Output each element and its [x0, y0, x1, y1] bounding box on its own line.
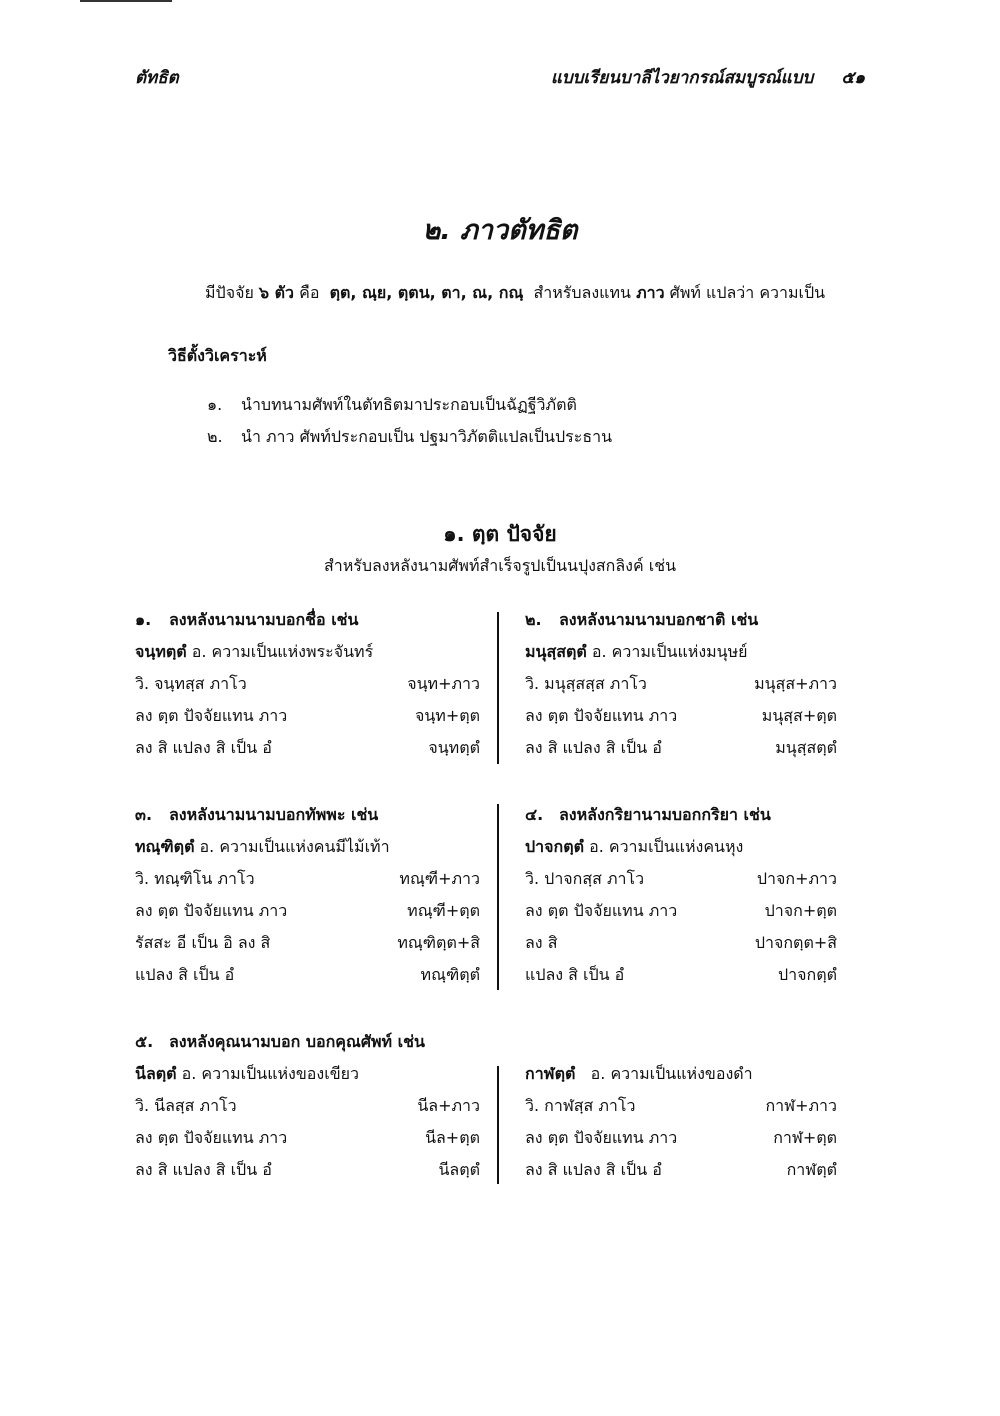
derivation-row [525, 1090, 837, 1122]
derivation-row [135, 927, 480, 959]
derivation-label: ลง สิ แปลง สิ เป็น อํ [135, 1160, 272, 1179]
derivation-label: วิ. ทณฺฑิโน ภาโว [135, 869, 255, 888]
intro-end: ศัพท์ แปลว่า ความเป็น [669, 283, 826, 302]
pali-word: ทณฺฑิตฺตํ [135, 837, 195, 856]
derivation-label: ลง สิ แปลง สิ เป็น อํ [525, 738, 662, 757]
derivation-value: ปาจกตฺต+สิ [754, 933, 837, 952]
block-heading-text: ลงหลังนามนามบอกชาติ เช่น [559, 610, 759, 629]
block-heading-text: ลงหลังคุณนามบอก บอกคุณศัพท์ เช่น [169, 1032, 425, 1051]
example-block [525, 799, 837, 991]
derivation-value: ทณฺฑี+ตฺต [407, 901, 480, 920]
section-title: ๑. ตฺต ปัจจัย [443, 522, 557, 546]
block-heading [135, 799, 480, 831]
derivation-row [135, 1122, 480, 1154]
block-heading-text: ลงหลังนามนามบอกทัพพะ เช่น [169, 805, 379, 824]
intro-count: ๖ ตัว [258, 283, 295, 302]
derivation-value: ปาจกตฺตํ [778, 965, 837, 984]
derivation-row [525, 863, 837, 895]
derivation-value: กาฬตฺตํ [786, 1160, 837, 1179]
derivation-label: วิ. จนฺทสฺส ภาโว [135, 674, 247, 693]
step-number: ๒. [207, 427, 223, 446]
derivation-value: จนฺท+ภาว [407, 674, 480, 693]
derivation-row [135, 959, 480, 991]
block-heading-text: ลงหลังกริยานามบอกกริยา เช่น [559, 805, 771, 824]
pali-word: จนฺทตฺตํ [135, 642, 187, 661]
derivation-row [135, 700, 480, 732]
column-divider [497, 612, 499, 764]
pali-word: กาฬตฺตํ [525, 1064, 576, 1083]
derivation-value: นีลตฺตํ [438, 1160, 480, 1179]
derivation-label: วิ. กาฬสฺส ภาโว [525, 1096, 636, 1115]
derivation-label: แปลง สิ เป็น อํ [525, 965, 625, 984]
intro-kue: คือ [299, 283, 320, 302]
derivation-row [135, 1154, 480, 1186]
derivation-label: ลง สิ [525, 933, 558, 952]
example-block [135, 1026, 480, 1186]
intro-suffixes: ตฺต, ณฺย, ตฺตน, ตา, ณ, กณฺ [329, 283, 524, 302]
derivation-value: มนุสฺสตฺตํ [775, 738, 837, 757]
section-subtitle: สำหรับลงหลังนามศัพท์สำเร็จรูปเป็นนปุงสกลิงค์ เช่น [323, 556, 677, 575]
example-block [135, 604, 480, 764]
block-heading [525, 799, 837, 831]
word-meaning: อ. ความเป็นแห่งพระจันทร์ [191, 642, 374, 661]
method-heading: วิธีตั้งวิเคราะห์ [168, 346, 267, 365]
word-meaning: อ. ความเป็นแห่งคนมีไม้เท้า [199, 837, 390, 856]
word-line [135, 831, 480, 863]
word-meaning: อ. ความเป็นแห่งของเขียว [181, 1064, 359, 1083]
running-header-left: ตัทธิต [135, 68, 179, 88]
derivation-value: กาฬ+ตฺต [773, 1128, 837, 1147]
derivation-label: ลง ตฺต ปัจจัยแทน ภาว [525, 706, 678, 725]
derivation-value: ปาจก+ตฺต [764, 901, 837, 920]
word-line [525, 636, 837, 668]
derivation-label: ลง ตฺต ปัจจัยแทน ภาว [525, 901, 678, 920]
derivation-value: ทณฺฑิตฺตํ [420, 965, 480, 984]
page-number: ๕๑ [841, 68, 865, 88]
derivation-row [525, 668, 837, 700]
derivation-row [525, 732, 837, 764]
intro-prefix: มีปัจจัย [205, 283, 254, 302]
derivation-value: นีล+ตฺต [425, 1128, 480, 1147]
pali-word: นีลตฺตํ [135, 1064, 177, 1083]
derivation-value: มนุสฺส+ตฺต [761, 706, 837, 725]
column-divider [497, 1066, 499, 1184]
block-heading [135, 1026, 480, 1058]
derivation-label: วิ. นีลสฺส ภาโว [135, 1096, 237, 1115]
intro-bhava: ภาว [636, 283, 665, 302]
step-number: ๑. [207, 395, 223, 414]
word-meaning: อ. ความเป็นแห่งของดำ [590, 1064, 753, 1083]
derivation-label: ลง ตฺต ปัจจัยแทน ภาว [135, 901, 288, 920]
block-number: ๓. [135, 805, 153, 824]
running-header-right [551, 64, 865, 91]
column-divider [497, 804, 499, 990]
block-number: ๑. [135, 610, 152, 629]
derivation-row [525, 700, 837, 732]
block-number: ๒. [525, 610, 542, 629]
derivation-row [135, 668, 480, 700]
derivation-value: ทณฺฑิตฺต+สิ [397, 933, 480, 952]
derivation-label: วิ. มนุสฺสสฺส ภาโว [525, 674, 647, 693]
derivation-row [525, 1154, 837, 1186]
block-number: ๕. [135, 1032, 154, 1051]
derivation-row [135, 863, 480, 895]
pali-word: มนุสฺสตฺตํ [525, 642, 587, 661]
word-line [525, 831, 837, 863]
derivation-row [135, 1090, 480, 1122]
derivation-row [135, 732, 480, 764]
word-line [135, 1058, 480, 1090]
word-meaning: อ. ความเป็นแห่งมนุษย์ [591, 642, 748, 661]
method-step [207, 393, 577, 418]
pali-word: ปาจกตฺตํ [525, 837, 584, 856]
derivation-label: ลง สิ แปลง สิ เป็น อํ [525, 1160, 662, 1179]
derivation-row [525, 1122, 837, 1154]
word-line [525, 1058, 837, 1090]
derivation-value: กาฬ+ภาว [765, 1096, 837, 1115]
derivation-row [525, 895, 837, 927]
derivation-value: มนุสฺส+ภาว [754, 674, 837, 693]
word-line [135, 636, 480, 668]
derivation-value: ทณฺฑี+ภาว [399, 869, 480, 888]
block-heading [135, 604, 480, 636]
derivation-row [135, 895, 480, 927]
step-text: นำ ภาว ศัพท์ประกอบเป็น ปฐมาวิภัตติแปลเป็นประธาน [241, 427, 612, 446]
block-number: ๔. [525, 805, 544, 824]
intro-paragraph [205, 281, 825, 306]
derivation-row [525, 927, 837, 959]
top-rule [80, 0, 172, 2]
derivation-label: ลง ตฺต ปัจจัยแทน ภาว [135, 706, 288, 725]
derivation-value: ปาจก+ภาว [756, 869, 837, 888]
chapter-title: ๒. ภาวตัทธิต [422, 215, 578, 246]
step-text: นำบทนามศัพท์ในตัทธิตมาประกอบเป็นฉัฏฐีวิภัตติ [241, 395, 577, 414]
book-title: แบบเรียนบาลีไวยากรณ์สมบูรณ์แบบ [550, 68, 814, 88]
derivation-label: ลง ตฺต ปัจจัยแทน ภาว [135, 1128, 288, 1147]
derivation-label: ลง สิ แปลง สิ เป็น อํ [135, 738, 272, 757]
derivation-row [525, 959, 837, 991]
intro-middle: สำหรับลงแทน [533, 283, 631, 302]
method-step [207, 425, 612, 450]
block-heading-text: ลงหลังนามนามบอกชื่อ เช่น [169, 610, 359, 629]
block-heading [525, 604, 837, 636]
derivation-value: นีล+ภาว [417, 1096, 480, 1115]
derivation-value: จนฺท+ตฺต [414, 706, 480, 725]
example-block [525, 604, 837, 764]
derivation-label: แปลง สิ เป็น อํ [135, 965, 235, 984]
word-meaning: อ. ความเป็นแห่งคนหุง [589, 837, 744, 856]
example-block [135, 799, 480, 991]
derivation-label: ลง ตฺต ปัจจัยแทน ภาว [525, 1128, 678, 1147]
derivation-label: วิ. ปาจกสฺส ภาโว [525, 869, 645, 888]
derivation-label: รัสสะ อี เป็น อิ ลง สิ [135, 933, 271, 952]
derivation-value: จนฺทตฺตํ [428, 738, 480, 757]
example-block [525, 1058, 837, 1186]
